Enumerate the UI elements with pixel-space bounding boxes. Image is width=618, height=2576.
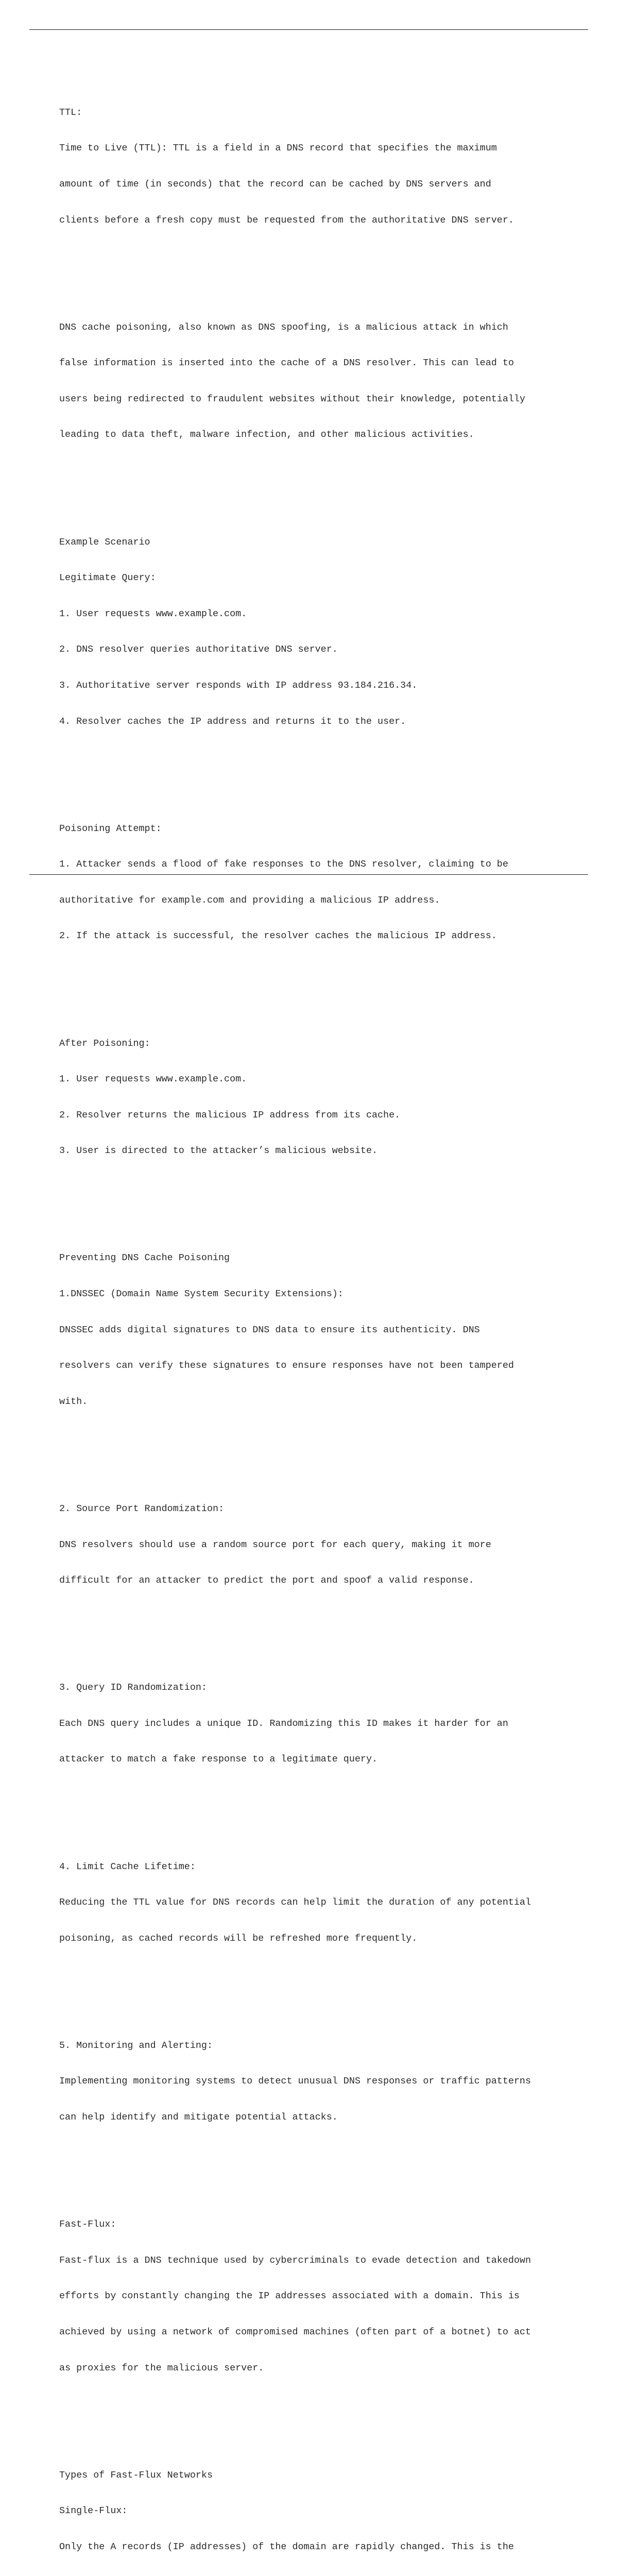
- ttl-section: [59, 82, 590, 250]
- subsection-heading: 3. Query ID Randomization:: [59, 1682, 207, 1693]
- fast-flux-section: [59, 2195, 590, 2398]
- list-item: 3. User is directed to the attacker’s malicious website.: [59, 1145, 378, 1157]
- list-item: 1. Attacker sends a flood of fake responses to the DNS resolver, claiming to be: [59, 859, 508, 870]
- subsection-heading: 5. Monitoring and Alerting:: [59, 2040, 213, 2051]
- text-line: Fast-flux is a DNS technique used by cybercriminals to evade detection and takedown: [59, 2255, 531, 2266]
- text-line: Reducing the TTL value for DNS records can help limit the duration of any potential: [59, 1897, 531, 1908]
- text-line: DNS cache poisoning, also known as DNS spoofing, is a malicious attack in which: [59, 321, 508, 333]
- text-line: achieved by using a network of compromised machines (often part of a botnet) to act: [59, 2326, 531, 2337]
- text-line: Implementing monitoring systems to detect unusual DNS responses or traffic patterns: [59, 2076, 531, 2087]
- prevention-dnssec-section: [59, 1228, 590, 1431]
- text-line: leading to data theft, malware infection, and other malicious activities.: [59, 429, 474, 440]
- section-heading: Preventing DNS Cache Poisoning: [59, 1252, 230, 1264]
- text-line: with.: [59, 1396, 88, 1407]
- text-line: can help identify and mitigate potential attacks.: [59, 2112, 338, 2123]
- text-line: attacker to match a fake response to a legitimate query.: [59, 1754, 378, 1765]
- section-heading: Fast-Flux:: [59, 2219, 116, 2230]
- text-line: authoritative for example.com and providing a malicious IP address.: [59, 894, 440, 906]
- subsection-heading: Single-Flux:: [59, 2505, 128, 2517]
- text-line: DNS resolvers should use a random source port for each query, making it more: [59, 1539, 491, 1550]
- text-line: clients before a fresh copy must be requested from the authoritative DNS server.: [59, 214, 514, 226]
- list-item: 1. User requests www.example.com.: [59, 1074, 247, 1085]
- list-item: 2. DNS resolver queries authoritative DNS server.: [59, 644, 338, 655]
- list-item: 2. If the attack is successful, the resolver caches the malicious IP address.: [59, 930, 497, 942]
- text-line: amount of time (in seconds) that the record can be cached by DNS servers and: [59, 179, 491, 190]
- subsection-heading: Poisoning Attempt:: [59, 823, 162, 834]
- section-heading: TTL:: [59, 107, 82, 118]
- cache-poisoning-paragraph: [59, 297, 590, 465]
- cache-lifetime-section: [59, 1837, 590, 1968]
- fast-flux-types-section: [59, 2445, 590, 2576]
- source-port-section: [59, 1479, 590, 1611]
- query-id-section: [59, 1658, 590, 1789]
- text-line: false information is inserted into the cache of a DNS resolver. This can lead to: [59, 358, 514, 369]
- list-item: 2. Resolver returns the malicious IP address from its cache.: [59, 1109, 401, 1121]
- text-line: efforts by constantly changing the IP addresses associated with a domain. This is: [59, 2291, 520, 2302]
- section-heading: Types of Fast-Flux Networks: [59, 2469, 213, 2481]
- list-item: 4. Resolver caches the IP address and returns it to the user.: [59, 716, 406, 727]
- subsection-heading: Legitimate Query:: [59, 572, 156, 584]
- text-line: DNSSEC adds digital signatures to DNS data to ensure its authenticity. DNS: [59, 1324, 480, 1335]
- list-item: 1. User requests www.example.com.: [59, 608, 247, 619]
- section-heading: Example Scenario: [59, 536, 150, 548]
- poisoning-attempt-section: [59, 799, 590, 966]
- text-line: users being redirected to fraudulent websites without their knowledge, potentially: [59, 393, 525, 404]
- text-line: as proxies for the malicious server.: [59, 2362, 264, 2374]
- subsection-heading: 1.DNSSEC (Domain Name System Security Extensions):: [59, 1289, 344, 1300]
- text-line: resolvers can verify these signatures to ensure responses have not been tampered: [59, 1360, 514, 1371]
- after-poisoning-section: [59, 1013, 590, 1181]
- document-body: [59, 59, 590, 2576]
- text-line: Time to Live (TTL): TTL is a field in a DNS record that specifies the maximum: [59, 143, 497, 154]
- subsection-heading: 4. Limit Cache Lifetime:: [59, 1861, 196, 1872]
- text-line: Each DNS query includes a unique ID. Randomizing this ID makes it harder for an: [59, 1718, 508, 1729]
- header-rule: [29, 29, 588, 30]
- example-scenario-section: [59, 512, 590, 751]
- text-line: Only the A records (IP addresses) of the domain are rapidly changed. This is the: [59, 2541, 514, 2552]
- footer-rule: [29, 874, 588, 875]
- monitoring-section: [59, 2015, 590, 2147]
- text-line: difficult for an attacker to predict the port and spoof a valid response.: [59, 1575, 474, 1586]
- list-item: 3. Authoritative server responds with IP address 93.184.216.34.: [59, 680, 418, 691]
- subsection-heading: 2. Source Port Randomization:: [59, 1503, 225, 1514]
- subsection-heading: After Poisoning:: [59, 1038, 150, 1049]
- text-line: poisoning, as cached records will be refreshed more frequently.: [59, 1933, 418, 1944]
